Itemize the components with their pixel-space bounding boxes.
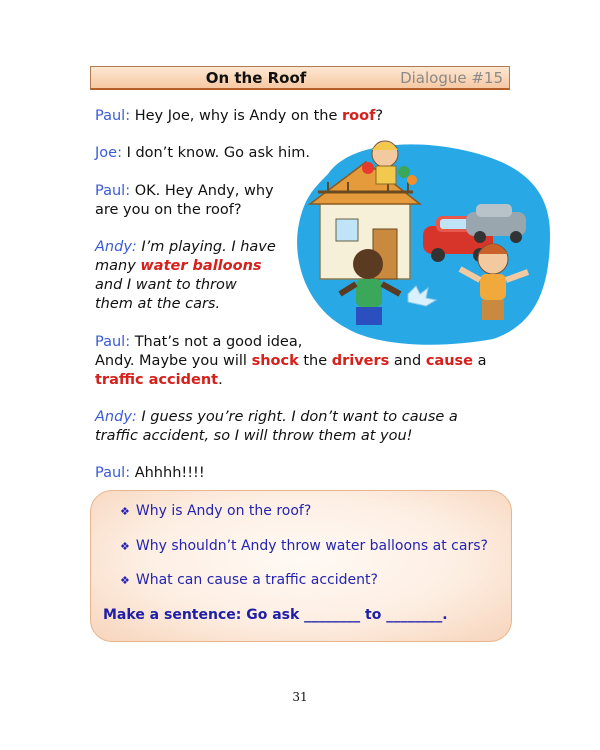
- dialogue-text: and I want to throw: [95, 277, 237, 293]
- roof-scene-illustration: [288, 134, 553, 349]
- speaker-label: Paul:: [95, 183, 131, 199]
- key-word: traffic accident: [95, 372, 219, 388]
- make-sentence-prompt: Make a sentence: Go ask ________ to ________.: [103, 607, 448, 623]
- dialogue-text: a: [472, 353, 487, 369]
- dialogue-line-4-cont: [95, 257, 262, 276]
- dialogue-line-3: [95, 182, 274, 201]
- question-text: Why shouldn’t Andy throw water balloons at cars?: [135, 538, 488, 554]
- speaker-label: Paul:: [95, 334, 131, 350]
- diamond-bullet-icon: ❖: [120, 540, 130, 553]
- key-word: shock: [251, 353, 299, 369]
- question-item: [120, 572, 378, 588]
- dialogue-number: Dialogue #15: [400, 69, 503, 87]
- dialogue-text: the: [298, 353, 332, 369]
- dialogue-text: I guess you’re right. I don’t want to cause a: [136, 409, 458, 425]
- dialogue-line-3-cont: [95, 201, 242, 220]
- diamond-bullet-icon: ❖: [120, 574, 130, 587]
- speaker-label: Paul:: [95, 108, 131, 124]
- speaker-label: Andy:: [95, 409, 137, 425]
- dialogue-line-5: [95, 333, 302, 352]
- diamond-bullet-icon: ❖: [120, 505, 130, 518]
- dialogue-text: .: [218, 372, 223, 388]
- dialogue-text: traffic accident, so I will throw them at you!: [95, 428, 413, 444]
- dialogue-line-4: [95, 238, 276, 257]
- key-word: drivers: [331, 353, 390, 369]
- dialogue-line-7: [95, 464, 205, 483]
- dialogue-text: Hey Joe, why is Andy on the: [130, 108, 343, 124]
- dialogue-text: many: [95, 258, 141, 274]
- dialogue-text: I don’t know. Go ask him.: [121, 145, 310, 161]
- question-text: Why is Andy on the roof?: [135, 503, 312, 519]
- question-text: What can cause a traffic accident?: [135, 572, 378, 588]
- dialogue-line-6-cont: [95, 427, 413, 446]
- dialogue-line-6: [95, 408, 458, 427]
- question-item: [120, 503, 311, 519]
- dialogue-text: them at the cars.: [95, 296, 221, 312]
- dialogue-text: Ahhhh!!!!: [130, 465, 205, 481]
- key-word: roof: [342, 108, 376, 124]
- dialogue-line-1: [95, 107, 383, 126]
- dialogue-text: OK. Hey Andy, why: [130, 183, 274, 199]
- page-number: 31: [292, 690, 308, 704]
- question-item: [120, 538, 488, 554]
- dialogue-text: and: [389, 353, 426, 369]
- key-word: water balloons: [140, 258, 262, 274]
- dialogue-line-5-cont: [95, 371, 223, 390]
- speaker-label: Andy:: [95, 239, 137, 255]
- dialogue-text: I’m playing. I have: [136, 239, 276, 255]
- dialogue-text: That’s not a good idea,: [130, 334, 303, 350]
- key-word: cause: [425, 353, 473, 369]
- dialogue-text: ?: [375, 108, 384, 124]
- dialogue-line-5-cont: [95, 352, 486, 371]
- speaker-label: Joe:: [95, 145, 122, 161]
- dialogue-line-4-cont: [95, 295, 220, 314]
- dialogue-line-2: [95, 144, 310, 163]
- dialogue-text: are you on the roof?: [95, 202, 242, 218]
- dialogue-text: Andy. Maybe you will: [95, 353, 252, 369]
- dialogue-header: [90, 66, 510, 90]
- dialogue-line-4-cont: [95, 276, 237, 295]
- page-title: On the Roof: [205, 69, 307, 87]
- speaker-label: Paul:: [95, 465, 131, 481]
